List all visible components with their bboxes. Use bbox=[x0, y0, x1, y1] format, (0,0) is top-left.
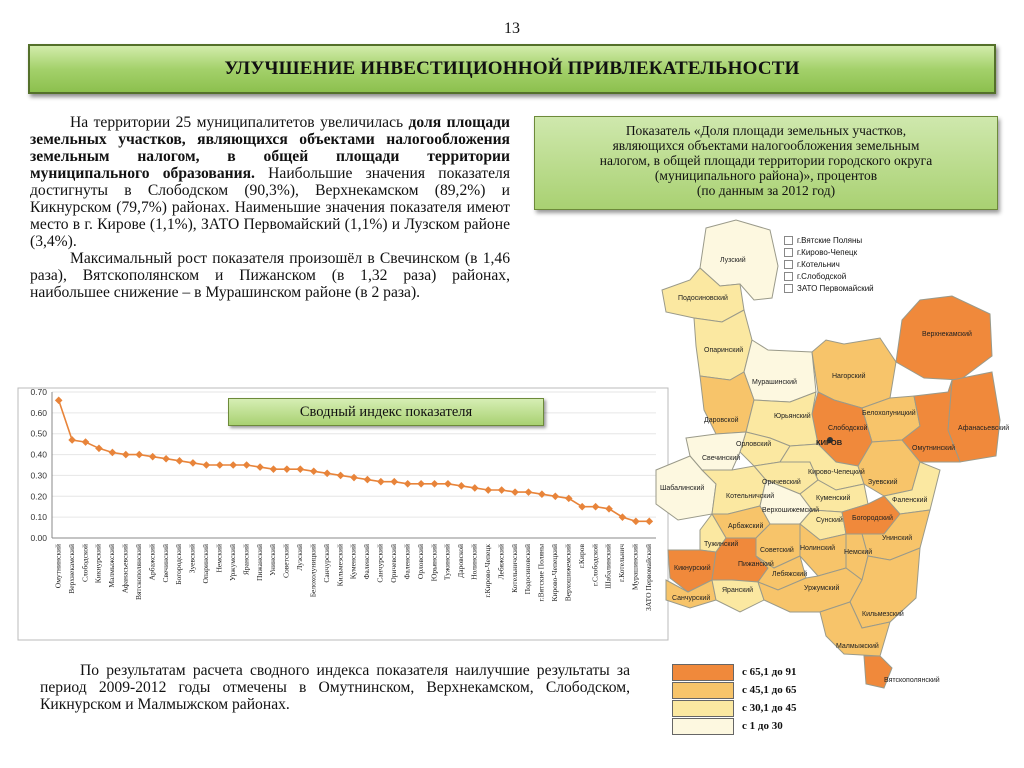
scale-swatch bbox=[672, 664, 734, 681]
x-tick-label: г.Слободской bbox=[590, 544, 600, 587]
label-kirovo-chepetsky: Кирово-Чепецкий bbox=[808, 469, 865, 476]
x-tick-label: Лебяжский bbox=[496, 544, 506, 580]
x-tick-label: Лузский bbox=[295, 544, 305, 571]
label-pizhansky: Пижанский bbox=[738, 561, 774, 568]
district-darovskoy bbox=[700, 372, 754, 434]
x-tick-label: Белохолуницкий bbox=[308, 544, 318, 598]
label-sovetsky: Советский bbox=[760, 547, 794, 554]
x-tick-label: Шабалинский bbox=[603, 544, 613, 589]
x-tick-label: Юрьянский bbox=[429, 544, 439, 582]
x-tick-label: Вятскополянский bbox=[133, 544, 143, 601]
x-tick-label: Мурашинский bbox=[630, 544, 640, 591]
map-legend-item bbox=[784, 246, 874, 258]
conclusion-text: По результатам расчета сводного индекса показателя наилучшие результаты за период 2009-2012 годы отмечены в Омутнинском, Верхнекамском, Слободском, Кикнурском и Малмыжском районах. bbox=[40, 662, 630, 713]
indicator-box bbox=[534, 116, 998, 210]
x-tick-label: Кикнурский bbox=[93, 544, 103, 584]
x-tick-label: Верхнекамский bbox=[66, 544, 76, 594]
legend-label: г.Котельнич bbox=[797, 259, 840, 269]
city-kirov-label: КИРОВ bbox=[816, 438, 843, 447]
label-kilmezsky: Кильмезский bbox=[862, 611, 904, 618]
legend-label: ЗАТО Первомайский bbox=[797, 283, 874, 293]
intro-p1-end: Наибольшие значения показателя достигнуты в Слободском (90,3%), Верхнекамском (89,2%) и Кикнурском (79,7%) районах. Наименьшие значения показателя имеют место в г. Кирове (1,1%), ЗАТО Первомайский (1,1%) и Лузском районе (3,4%). bbox=[30, 165, 511, 250]
x-tick-label: Даровской bbox=[456, 544, 466, 578]
intro-p1-start: На территории 25 муниципалитетов увеличилась bbox=[70, 114, 409, 131]
district-verkhnekamsky bbox=[896, 296, 992, 380]
intro-paragraph-1 bbox=[30, 114, 510, 250]
label-podosinovsky: Подосиновский bbox=[678, 295, 728, 302]
x-tick-label: Слободской bbox=[80, 544, 90, 583]
x-tick-label: Нолинский bbox=[469, 544, 479, 580]
label-zuevsky: Зуевский bbox=[868, 479, 898, 486]
title-banner bbox=[28, 44, 996, 94]
legend-label: г.Кирово-Чепецк bbox=[797, 247, 858, 257]
scale-label: с 45,1 до 65 bbox=[742, 684, 797, 696]
intro-text bbox=[30, 114, 510, 301]
legend-swatch bbox=[784, 272, 793, 281]
indicator-line-5: (по данным за 2012 год) bbox=[696, 183, 836, 198]
label-yuryansky: Юрьянский bbox=[774, 413, 811, 420]
label-svechinsky: Свечинский bbox=[702, 455, 741, 462]
intro-p1-bold: доля площади земельных участков, являющихся объектами налогообложения земельным налогом, в общей площади территории муниципального образования. bbox=[30, 114, 510, 182]
legend-swatch bbox=[784, 236, 793, 245]
x-tick-label: Верхошижемский bbox=[563, 544, 573, 602]
x-tick-label: Опаринский bbox=[201, 544, 211, 584]
x-tick-label: Фаленский bbox=[402, 544, 412, 580]
x-tick-label: Немский bbox=[214, 544, 224, 573]
y-tick-label: 0.30 bbox=[30, 470, 47, 481]
indicator-line-2: являющихся объектами налогообложения земельным bbox=[612, 138, 920, 153]
map-legend-item bbox=[784, 258, 874, 270]
scale-legend bbox=[672, 663, 796, 735]
indicator-line-1: Показатель «Доля площади земельных участков, bbox=[625, 123, 907, 138]
label-slobodskoy: Слободской bbox=[828, 425, 868, 432]
label-shabalinsky: Шабалинский bbox=[660, 485, 705, 492]
x-tick-label: Зуевский bbox=[187, 544, 197, 574]
scale-row bbox=[672, 681, 796, 699]
x-tick-label: Яранский bbox=[241, 544, 251, 576]
district-murashinsky bbox=[744, 340, 816, 402]
x-tick-label: Фаленский bbox=[362, 544, 372, 580]
page-number: 13 bbox=[504, 20, 520, 37]
x-tick-label: Санчурский bbox=[375, 544, 385, 583]
x-tick-label: Орловский bbox=[415, 544, 425, 580]
x-tick-label: Санчурский bbox=[321, 544, 331, 583]
y-tick-label: 0.00 bbox=[30, 533, 47, 543]
label-omutninsky: Омутнинский bbox=[912, 445, 956, 452]
label-kumensky: Куменский bbox=[816, 495, 851, 502]
x-tick-label: ЗАТО Первомайский bbox=[644, 544, 654, 611]
scale-swatch bbox=[672, 700, 734, 717]
label-lebyazhsky: Лебяжский bbox=[772, 571, 808, 578]
scale-row bbox=[672, 699, 796, 717]
district-afanasyevsky bbox=[948, 372, 1000, 462]
x-tick-label: г.Вятские Поляны bbox=[536, 544, 546, 602]
label-bogorodsky: Богородский bbox=[852, 515, 893, 522]
x-tick-label: Куменский bbox=[348, 544, 358, 580]
label-vyatskopolyansky: Вятскополянский bbox=[884, 677, 940, 684]
x-tick-label: Оричевский bbox=[388, 544, 398, 583]
label-orlovsky: Орловский bbox=[736, 441, 772, 448]
label-kiknursky: Кикнурский bbox=[674, 565, 711, 572]
y-tick-label: 0.70 bbox=[30, 387, 47, 397]
label-orichevsky: Оричевский bbox=[762, 479, 801, 486]
x-tick-label: Котельничский bbox=[509, 544, 519, 593]
label-luzsky: Лузский bbox=[720, 257, 746, 264]
x-tick-label: Свечинский bbox=[160, 544, 170, 583]
label-afanasyevsky: Афанасьевский bbox=[958, 425, 1010, 432]
legend-label: г.Слободской bbox=[797, 271, 847, 281]
scale-label: с 65,1 до 91 bbox=[742, 666, 797, 678]
x-tick-label: Уржумский bbox=[227, 544, 237, 581]
x-tick-label: Подосиновский bbox=[523, 544, 533, 595]
map-city-legend bbox=[784, 234, 874, 294]
label-falensky: Фаленский bbox=[892, 497, 928, 504]
x-tick-label: г.Котельнич bbox=[617, 544, 627, 582]
indicator-line-4: (муниципального района)», процентов bbox=[654, 168, 878, 183]
x-tick-label: Советский bbox=[281, 544, 291, 578]
label-murashinsky: Мурашинский bbox=[752, 379, 797, 386]
legend-swatch bbox=[784, 248, 793, 257]
label-nolinsky: Нолинский bbox=[800, 545, 836, 552]
scale-row bbox=[672, 663, 796, 681]
label-yaransky: Яранский bbox=[722, 587, 754, 594]
x-tick-label: Арбажский bbox=[147, 544, 157, 581]
indicator-line-3: налогом, в общей площади территории городского округа bbox=[599, 153, 933, 168]
page-title: УЛУЧШЕНИЕ ИНВЕСТИЦИОННОЙ ПРИВЛЕКАТЕЛЬНОСТИ bbox=[224, 58, 800, 79]
legend-label: г.Вятские Поляны bbox=[797, 235, 863, 245]
x-tick-label: Кирово-Чепецкий bbox=[550, 544, 560, 602]
label-malmyzhsky: Малмыжский bbox=[836, 643, 879, 650]
label-tuzhinsky: Тужинский bbox=[704, 541, 739, 548]
x-tick-label: Тужинский bbox=[442, 544, 452, 581]
x-tick-label: Унинский bbox=[268, 544, 278, 576]
x-tick-label: Кильмезский bbox=[335, 544, 345, 587]
scale-row bbox=[672, 717, 796, 735]
index-label: Сводный индекс показателя bbox=[228, 398, 544, 426]
label-arbazhsky: Арбажский bbox=[728, 523, 764, 530]
map-legend-item bbox=[784, 270, 874, 282]
label-verkhnekamsky: Верхнекамский bbox=[922, 331, 972, 338]
y-tick-label: 0.10 bbox=[30, 512, 47, 523]
label-belokholunitsky: Белохолуницкий bbox=[862, 410, 916, 417]
x-tick-label: Богородский bbox=[174, 544, 184, 585]
map-legend-item bbox=[784, 234, 874, 246]
y-tick-label: 0.20 bbox=[30, 491, 47, 502]
y-tick-label: 0.40 bbox=[30, 449, 47, 460]
x-tick-label: Малмыжский bbox=[107, 544, 117, 588]
district-yaransky bbox=[712, 580, 764, 612]
x-tick-label: Пижанский bbox=[254, 544, 264, 581]
label-nemsky: Немский bbox=[844, 549, 873, 556]
scale-label: с 30,1 до 45 bbox=[742, 702, 797, 714]
label-urzhumsky: Уржумский bbox=[804, 585, 840, 592]
map-legend-item bbox=[784, 282, 874, 294]
label-nagorsky: Нагорский bbox=[832, 373, 866, 380]
y-tick-label: 0.50 bbox=[30, 428, 47, 439]
legend-swatch bbox=[784, 284, 793, 293]
legend-swatch bbox=[784, 260, 793, 269]
scale-label: с 1 до 30 bbox=[742, 720, 783, 732]
x-tick-label: Афанасьевский bbox=[120, 544, 130, 594]
x-tick-label: г.Кирово-Чепецк bbox=[482, 544, 492, 598]
intro-paragraph-2: Максимальный рост показателя произошёл в Свечинском (в 1,46 раза), Вятскополянском и Пижанском (в 1,32 раза) районах, наибольшее снижение – в Мурашинском районе (в 2 раза). bbox=[30, 250, 510, 301]
label-darovskoy: Даровской bbox=[704, 417, 739, 424]
label-verkhoshizhemsky: Верхошижемский bbox=[762, 507, 819, 514]
y-tick-label: 0.60 bbox=[30, 407, 47, 418]
label-uninsky: Унинский bbox=[882, 535, 913, 542]
x-tick-label: Омутнинский bbox=[53, 544, 63, 589]
label-oparinsky: Опаринский bbox=[704, 347, 744, 354]
label-sanchursky: Санчурский bbox=[672, 595, 711, 602]
scale-swatch bbox=[672, 718, 734, 735]
scale-swatch bbox=[672, 682, 734, 699]
x-tick-label: г.Киров bbox=[576, 544, 586, 569]
label-sunsky: Сунский bbox=[816, 517, 843, 524]
label-kotelnichsky: Котельничский bbox=[726, 493, 775, 500]
